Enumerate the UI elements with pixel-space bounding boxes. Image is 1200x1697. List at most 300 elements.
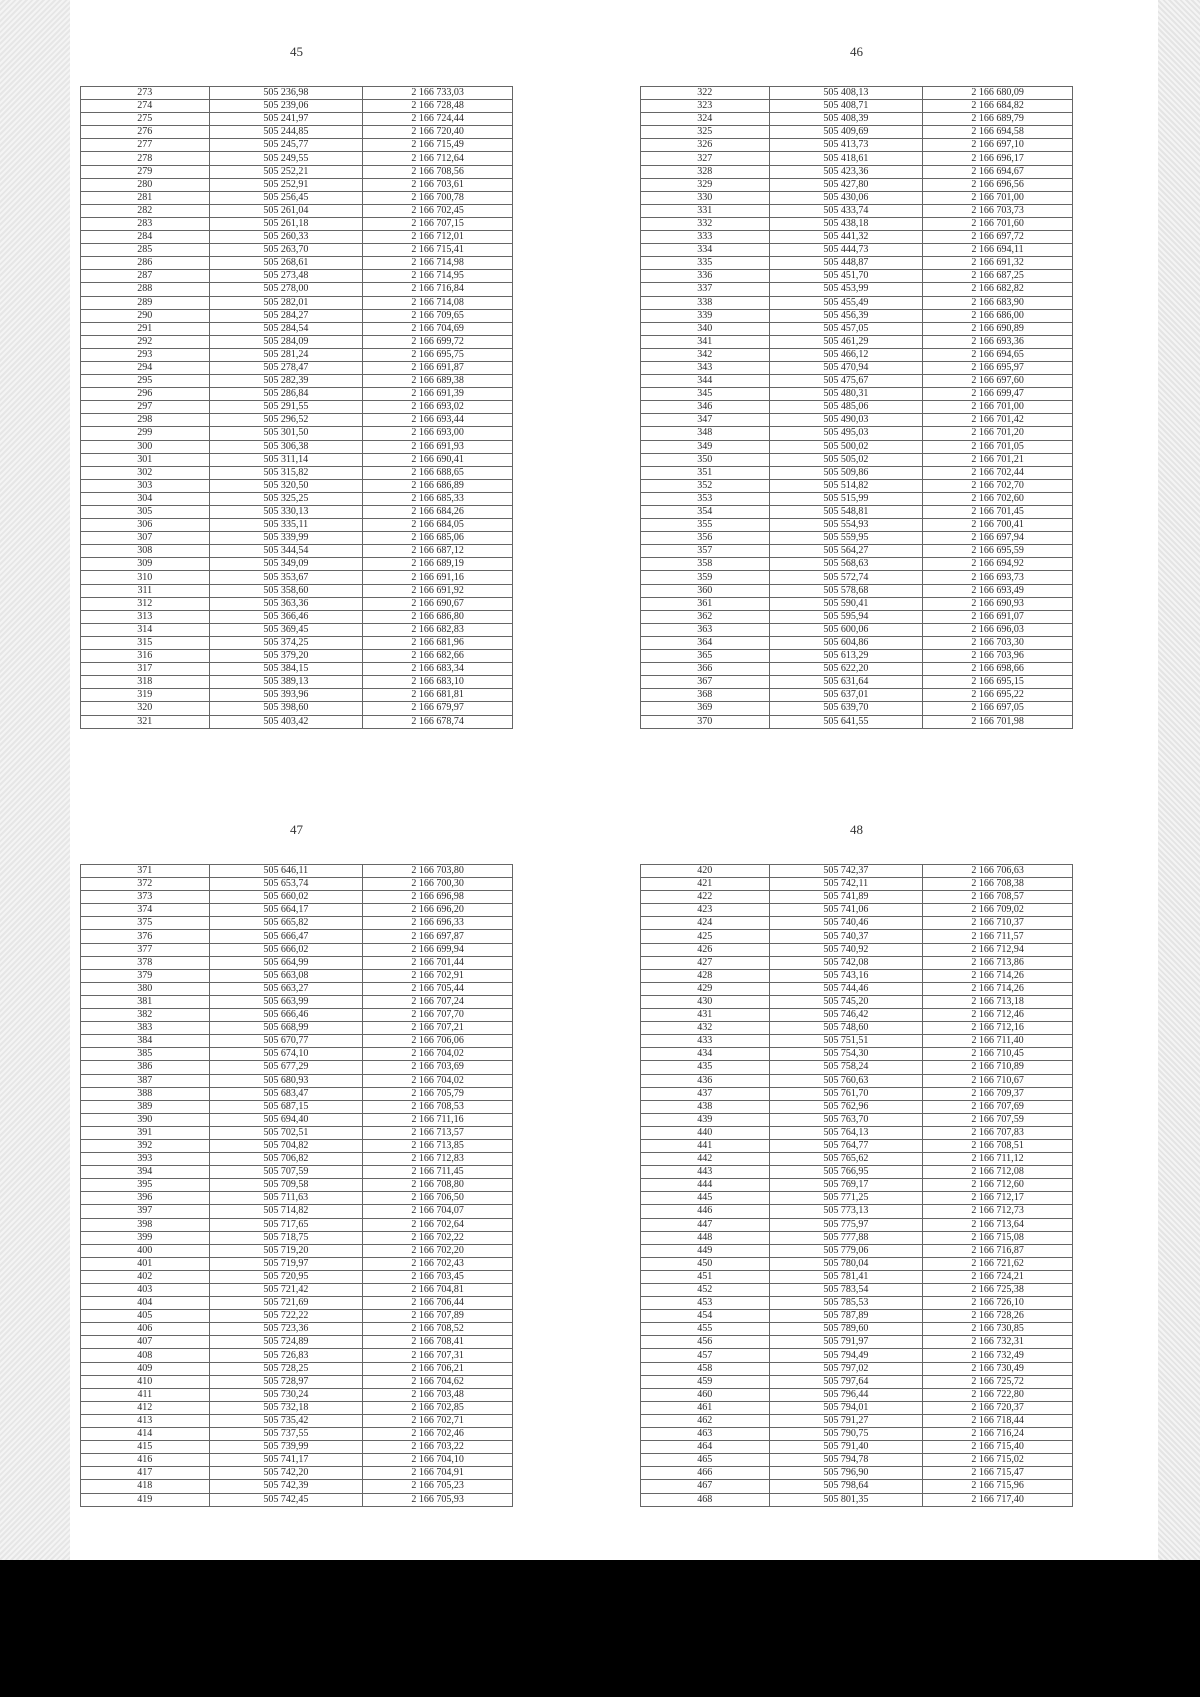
y-coordinate-cell: 2 166 714,26 [923, 982, 1073, 995]
y-coordinate-cell: 2 166 708,38 [923, 878, 1073, 891]
x-coordinate-cell: 505 761,70 [769, 1087, 923, 1100]
point-number-cell: 410 [81, 1375, 210, 1388]
y-coordinate-cell: 2 166 690,67 [363, 597, 513, 610]
table-row [641, 943, 1073, 956]
x-coordinate-cell: 505 660,02 [209, 891, 363, 904]
x-coordinate-cell: 505 430,06 [769, 191, 923, 204]
table-row [641, 1441, 1073, 1454]
y-coordinate-cell: 2 166 697,94 [923, 532, 1073, 545]
table-row [81, 1323, 513, 1336]
table-row [81, 1362, 513, 1375]
point-number-cell: 428 [641, 969, 770, 982]
point-number-cell: 352 [641, 479, 770, 492]
y-coordinate-cell: 2 166 681,81 [363, 689, 513, 702]
y-coordinate-cell: 2 166 715,41 [363, 244, 513, 257]
x-coordinate-cell: 505 241,97 [209, 113, 363, 126]
x-coordinate-cell: 505 509,86 [769, 466, 923, 479]
x-coordinate-cell: 505 663,27 [209, 982, 363, 995]
y-coordinate-cell: 2 166 702,64 [363, 1218, 513, 1231]
table-row [81, 375, 513, 388]
y-coordinate-cell: 2 166 696,33 [363, 917, 513, 930]
table-row [81, 982, 513, 995]
x-coordinate-cell: 505 245,77 [209, 139, 363, 152]
point-number-cell: 320 [81, 702, 210, 715]
y-coordinate-cell: 2 166 697,05 [923, 702, 1073, 715]
y-coordinate-cell: 2 166 686,80 [363, 610, 513, 623]
y-coordinate-cell: 2 166 701,21 [923, 453, 1073, 466]
table-row [81, 361, 513, 374]
x-coordinate-cell: 505 631,64 [769, 676, 923, 689]
table-row [81, 1192, 513, 1205]
y-coordinate-cell: 2 166 708,41 [363, 1336, 513, 1349]
x-coordinate-cell: 505 366,46 [209, 610, 363, 623]
point-number-cell: 292 [81, 335, 210, 348]
y-coordinate-cell: 2 166 710,37 [923, 917, 1073, 930]
y-coordinate-cell: 2 166 708,51 [923, 1139, 1073, 1152]
point-number-cell: 285 [81, 244, 210, 257]
y-coordinate-cell: 2 166 709,37 [923, 1087, 1073, 1100]
x-coordinate-cell: 505 252,21 [209, 165, 363, 178]
x-coordinate-cell: 505 740,92 [769, 943, 923, 956]
x-coordinate-cell: 505 515,99 [769, 492, 923, 505]
y-coordinate-cell: 2 166 703,22 [363, 1441, 513, 1454]
y-coordinate-cell: 2 166 687,25 [923, 270, 1073, 283]
table-row [81, 610, 513, 623]
x-coordinate-cell: 505 315,82 [209, 466, 363, 479]
point-number-cell: 371 [81, 865, 210, 878]
y-coordinate-cell: 2 166 683,34 [363, 663, 513, 676]
x-coordinate-cell: 505 740,37 [769, 930, 923, 943]
y-coordinate-cell: 2 166 694,65 [923, 348, 1073, 361]
point-number-cell: 456 [641, 1336, 770, 1349]
y-coordinate-cell: 2 166 703,48 [363, 1388, 513, 1401]
point-number-cell: 355 [641, 519, 770, 532]
table-row [641, 100, 1073, 113]
table-row [81, 1100, 513, 1113]
y-coordinate-cell: 2 166 716,24 [923, 1428, 1073, 1441]
table-row [81, 244, 513, 257]
y-coordinate-cell: 2 166 682,66 [363, 650, 513, 663]
page-number: 48 [850, 822, 863, 837]
point-number-cell: 302 [81, 466, 210, 479]
point-number-cell: 341 [641, 335, 770, 348]
point-number-cell: 294 [81, 361, 210, 374]
x-coordinate-cell: 505 564,27 [769, 545, 923, 558]
point-number-cell: 318 [81, 676, 210, 689]
point-number-cell: 445 [641, 1192, 770, 1205]
x-coordinate-cell: 505 664,99 [209, 956, 363, 969]
table-row [641, 152, 1073, 165]
x-coordinate-cell: 505 408,71 [769, 100, 923, 113]
y-coordinate-cell: 2 166 707,31 [363, 1349, 513, 1362]
point-number-cell: 382 [81, 1009, 210, 1022]
x-coordinate-cell: 505 742,39 [209, 1480, 363, 1493]
y-coordinate-cell: 2 166 709,02 [923, 904, 1073, 917]
table-row [641, 1414, 1073, 1427]
point-number-cell: 459 [641, 1375, 770, 1388]
x-coordinate-cell: 505 311,14 [209, 453, 363, 466]
y-coordinate-cell: 2 166 716,84 [363, 283, 513, 296]
table-row [641, 466, 1073, 479]
y-coordinate-cell: 2 166 681,96 [363, 636, 513, 649]
table-row [641, 244, 1073, 257]
y-coordinate-cell: 2 166 702,85 [363, 1401, 513, 1414]
y-coordinate-cell: 2 166 711,45 [363, 1166, 513, 1179]
table-row [81, 1166, 513, 1179]
point-number-cell: 361 [641, 597, 770, 610]
point-number-cell: 455 [641, 1323, 770, 1336]
x-coordinate-cell: 505 721,69 [209, 1297, 363, 1310]
x-coordinate-cell: 505 773,13 [769, 1205, 923, 1218]
y-coordinate-cell: 2 166 687,12 [363, 545, 513, 558]
table-row [641, 1336, 1073, 1349]
table-row [81, 636, 513, 649]
x-coordinate-cell: 505 653,74 [209, 878, 363, 891]
x-coordinate-cell: 505 794,01 [769, 1401, 923, 1414]
table-row [641, 982, 1073, 995]
x-coordinate-cell: 505 423,36 [769, 165, 923, 178]
x-coordinate-cell: 505 741,06 [769, 904, 923, 917]
point-number-cell: 311 [81, 584, 210, 597]
table-row [641, 1166, 1073, 1179]
x-coordinate-cell: 505 801,35 [769, 1493, 923, 1506]
point-number-cell: 307 [81, 532, 210, 545]
y-coordinate-cell: 2 166 710,89 [923, 1061, 1073, 1074]
table-row [81, 453, 513, 466]
point-number-cell: 357 [641, 545, 770, 558]
x-coordinate-cell: 505 256,45 [209, 191, 363, 204]
table-row [81, 545, 513, 558]
y-coordinate-cell: 2 166 714,08 [363, 296, 513, 309]
x-coordinate-cell: 505 758,24 [769, 1061, 923, 1074]
table-row [81, 283, 513, 296]
table-row [641, 492, 1073, 505]
point-number-cell: 331 [641, 204, 770, 217]
point-number-cell: 276 [81, 126, 210, 139]
y-coordinate-cell: 2 166 697,87 [363, 930, 513, 943]
table-row [641, 702, 1073, 715]
x-coordinate-cell: 505 306,38 [209, 440, 363, 453]
y-coordinate-cell: 2 166 695,97 [923, 361, 1073, 374]
coordinates-table [80, 86, 513, 729]
point-number-cell: 284 [81, 231, 210, 244]
y-coordinate-cell: 2 166 709,65 [363, 309, 513, 322]
x-coordinate-cell: 505 236,98 [209, 87, 363, 100]
y-coordinate-cell: 2 166 684,26 [363, 506, 513, 519]
x-coordinate-cell: 505 742,37 [769, 865, 923, 878]
y-coordinate-cell: 2 166 713,64 [923, 1218, 1073, 1231]
table-row [81, 335, 513, 348]
point-number-cell: 427 [641, 956, 770, 969]
point-number-cell: 444 [641, 1179, 770, 1192]
table-row [641, 440, 1073, 453]
y-coordinate-cell: 2 166 704,81 [363, 1284, 513, 1297]
y-coordinate-cell: 2 166 705,23 [363, 1480, 513, 1493]
y-coordinate-cell: 2 166 700,78 [363, 191, 513, 204]
point-number-cell: 291 [81, 322, 210, 335]
table-row [81, 257, 513, 270]
y-coordinate-cell: 2 166 679,97 [363, 702, 513, 715]
point-number-cell: 413 [81, 1414, 210, 1427]
x-coordinate-cell: 505 706,82 [209, 1153, 363, 1166]
y-coordinate-cell: 2 166 690,41 [363, 453, 513, 466]
table-row [81, 309, 513, 322]
point-number-cell: 310 [81, 571, 210, 584]
point-number-cell: 460 [641, 1388, 770, 1401]
table-row [81, 623, 513, 636]
y-coordinate-cell: 2 166 704,91 [363, 1467, 513, 1480]
y-coordinate-cell: 2 166 691,93 [363, 440, 513, 453]
y-coordinate-cell: 2 166 704,07 [363, 1205, 513, 1218]
point-number-cell: 448 [641, 1231, 770, 1244]
point-number-cell: 374 [81, 904, 210, 917]
x-coordinate-cell: 505 718,75 [209, 1231, 363, 1244]
point-number-cell: 384 [81, 1035, 210, 1048]
table-row [81, 479, 513, 492]
y-coordinate-cell: 2 166 701,45 [923, 506, 1073, 519]
table-row [81, 1349, 513, 1362]
point-number-cell: 400 [81, 1244, 210, 1257]
x-coordinate-cell: 505 505,02 [769, 453, 923, 466]
x-coordinate-cell: 505 781,41 [769, 1270, 923, 1283]
point-number-cell: 443 [641, 1166, 770, 1179]
y-coordinate-cell: 2 166 702,22 [363, 1231, 513, 1244]
point-number-cell: 390 [81, 1113, 210, 1126]
y-coordinate-cell: 2 166 703,80 [363, 865, 513, 878]
y-coordinate-cell: 2 166 718,44 [923, 1414, 1073, 1427]
table-row [81, 100, 513, 113]
table-row [81, 348, 513, 361]
point-number-cell: 342 [641, 348, 770, 361]
table-row [641, 1284, 1073, 1297]
y-coordinate-cell: 2 166 717,40 [923, 1493, 1073, 1506]
y-coordinate-cell: 2 166 725,38 [923, 1284, 1073, 1297]
y-coordinate-cell: 2 166 710,67 [923, 1074, 1073, 1087]
y-coordinate-cell: 2 166 691,87 [363, 361, 513, 374]
table-row [641, 361, 1073, 374]
x-coordinate-cell: 505 466,12 [769, 348, 923, 361]
table-row [641, 1231, 1073, 1244]
x-coordinate-cell: 505 763,70 [769, 1113, 923, 1126]
point-number-cell: 329 [641, 178, 770, 191]
table-row [81, 113, 513, 126]
x-coordinate-cell: 505 480,31 [769, 388, 923, 401]
x-coordinate-cell: 505 604,86 [769, 636, 923, 649]
y-coordinate-cell: 2 166 715,40 [923, 1441, 1073, 1454]
table-row [641, 878, 1073, 891]
x-coordinate-cell: 505 683,47 [209, 1087, 363, 1100]
x-coordinate-cell: 505 664,17 [209, 904, 363, 917]
y-coordinate-cell: 2 166 712,01 [363, 231, 513, 244]
x-coordinate-cell: 505 461,29 [769, 335, 923, 348]
x-coordinate-cell: 505 325,25 [209, 492, 363, 505]
y-coordinate-cell: 2 166 694,58 [923, 126, 1073, 139]
table-row [81, 1009, 513, 1022]
point-number-cell: 323 [641, 100, 770, 113]
y-coordinate-cell: 2 166 714,26 [923, 969, 1073, 982]
y-coordinate-cell: 2 166 716,87 [923, 1244, 1073, 1257]
x-coordinate-cell: 505 282,39 [209, 375, 363, 388]
y-coordinate-cell: 2 166 702,71 [363, 1414, 513, 1427]
y-coordinate-cell: 2 166 693,49 [923, 584, 1073, 597]
point-number-cell: 280 [81, 178, 210, 191]
x-coordinate-cell: 505 719,97 [209, 1257, 363, 1270]
table-row [81, 689, 513, 702]
x-coordinate-cell: 505 742,20 [209, 1467, 363, 1480]
point-number-cell: 317 [81, 663, 210, 676]
x-coordinate-cell: 505 500,02 [769, 440, 923, 453]
point-number-cell: 430 [641, 995, 770, 1008]
point-number-cell: 464 [641, 1441, 770, 1454]
y-coordinate-cell: 2 166 712,08 [923, 1166, 1073, 1179]
table-row [641, 1100, 1073, 1113]
point-number-cell: 450 [641, 1257, 770, 1270]
x-coordinate-cell: 505 760,63 [769, 1074, 923, 1087]
x-coordinate-cell: 505 296,52 [209, 414, 363, 427]
point-number-cell: 375 [81, 917, 210, 930]
point-number-cell: 387 [81, 1074, 210, 1087]
x-coordinate-cell: 505 790,75 [769, 1428, 923, 1441]
table-row [81, 388, 513, 401]
point-number-cell: 424 [641, 917, 770, 930]
y-coordinate-cell: 2 166 708,57 [923, 891, 1073, 904]
scan-bottom-black-bar [0, 1560, 1200, 1697]
x-coordinate-cell: 505 717,65 [209, 1218, 363, 1231]
x-coordinate-cell: 505 438,18 [769, 217, 923, 230]
table-row [641, 1192, 1073, 1205]
x-coordinate-cell: 505 728,97 [209, 1375, 363, 1388]
y-coordinate-cell: 2 166 706,44 [363, 1297, 513, 1310]
point-number-cell: 422 [641, 891, 770, 904]
table-row [81, 930, 513, 943]
x-coordinate-cell: 505 663,08 [209, 969, 363, 982]
y-coordinate-cell: 2 166 703,61 [363, 178, 513, 191]
table-row [81, 401, 513, 414]
y-coordinate-cell: 2 166 707,89 [363, 1310, 513, 1323]
point-number-cell: 358 [641, 558, 770, 571]
table-row [81, 322, 513, 335]
table-row [641, 1401, 1073, 1414]
point-number-cell: 388 [81, 1087, 210, 1100]
x-coordinate-cell: 505 764,77 [769, 1139, 923, 1152]
table-row [81, 532, 513, 545]
y-coordinate-cell: 2 166 702,20 [363, 1244, 513, 1257]
y-coordinate-cell: 2 166 702,91 [363, 969, 513, 982]
point-number-cell: 368 [641, 689, 770, 702]
x-coordinate-cell: 505 590,41 [769, 597, 923, 610]
y-coordinate-cell: 2 166 702,70 [923, 479, 1073, 492]
table-row [81, 650, 513, 663]
x-coordinate-cell: 505 358,60 [209, 584, 363, 597]
table-row [641, 1270, 1073, 1283]
y-coordinate-cell: 2 166 715,96 [923, 1480, 1073, 1493]
table-row [81, 506, 513, 519]
y-coordinate-cell: 2 166 708,53 [363, 1100, 513, 1113]
point-number-cell: 383 [81, 1022, 210, 1035]
point-number-cell: 293 [81, 348, 210, 361]
x-coordinate-cell: 505 789,60 [769, 1323, 923, 1336]
point-number-cell: 346 [641, 401, 770, 414]
table-row [81, 152, 513, 165]
point-number-cell: 405 [81, 1310, 210, 1323]
y-coordinate-cell: 2 166 680,09 [923, 87, 1073, 100]
table-row [641, 506, 1073, 519]
point-number-cell: 300 [81, 440, 210, 453]
y-coordinate-cell: 2 166 715,49 [363, 139, 513, 152]
table-row [641, 427, 1073, 440]
point-number-cell: 367 [641, 676, 770, 689]
y-coordinate-cell: 2 166 733,03 [363, 87, 513, 100]
x-coordinate-cell: 505 787,89 [769, 1310, 923, 1323]
x-coordinate-cell: 505 730,24 [209, 1388, 363, 1401]
table-row [641, 139, 1073, 152]
y-coordinate-cell: 2 166 688,65 [363, 466, 513, 479]
point-number-cell: 433 [641, 1035, 770, 1048]
x-coordinate-cell: 505 783,54 [769, 1284, 923, 1297]
x-coordinate-cell: 505 742,11 [769, 878, 923, 891]
y-coordinate-cell: 2 166 695,59 [923, 545, 1073, 558]
x-coordinate-cell: 505 704,82 [209, 1139, 363, 1152]
y-coordinate-cell: 2 166 711,12 [923, 1153, 1073, 1166]
table-row [81, 917, 513, 930]
y-coordinate-cell: 2 166 721,62 [923, 1257, 1073, 1270]
point-number-cell: 335 [641, 257, 770, 270]
x-coordinate-cell: 505 363,36 [209, 597, 363, 610]
y-coordinate-cell: 2 166 691,32 [923, 257, 1073, 270]
y-coordinate-cell: 2 166 703,96 [923, 650, 1073, 663]
x-coordinate-cell: 505 721,42 [209, 1284, 363, 1297]
point-number-cell: 378 [81, 956, 210, 969]
y-coordinate-cell: 2 166 712,83 [363, 1153, 513, 1166]
point-number-cell: 327 [641, 152, 770, 165]
y-coordinate-cell: 2 166 728,26 [923, 1310, 1073, 1323]
x-coordinate-cell: 505 455,49 [769, 296, 923, 309]
x-coordinate-cell: 505 740,46 [769, 917, 923, 930]
y-coordinate-cell: 2 166 704,02 [363, 1074, 513, 1087]
table-row [81, 519, 513, 532]
y-coordinate-cell: 2 166 702,44 [923, 466, 1073, 479]
x-coordinate-cell: 505 444,73 [769, 244, 923, 257]
table-row [81, 1375, 513, 1388]
y-coordinate-cell: 2 166 685,33 [363, 492, 513, 505]
table-row [641, 479, 1073, 492]
x-coordinate-cell: 505 709,58 [209, 1179, 363, 1192]
x-coordinate-cell: 505 600,06 [769, 623, 923, 636]
table-row [81, 1126, 513, 1139]
y-coordinate-cell: 2 166 704,69 [363, 322, 513, 335]
y-coordinate-cell: 2 166 711,40 [923, 1035, 1073, 1048]
table-row [641, 1428, 1073, 1441]
x-coordinate-cell: 505 335,11 [209, 519, 363, 532]
y-coordinate-cell: 2 166 725,72 [923, 1375, 1073, 1388]
x-coordinate-cell: 505 291,55 [209, 401, 363, 414]
table-row [641, 1297, 1073, 1310]
y-coordinate-cell: 2 166 726,10 [923, 1297, 1073, 1310]
point-number-cell: 457 [641, 1349, 770, 1362]
point-number-cell: 353 [641, 492, 770, 505]
x-coordinate-cell: 505 278,47 [209, 361, 363, 374]
table-row [641, 904, 1073, 917]
x-coordinate-cell: 505 320,50 [209, 479, 363, 492]
x-coordinate-cell: 505 374,25 [209, 636, 363, 649]
table-row [81, 1401, 513, 1414]
y-coordinate-cell: 2 166 695,22 [923, 689, 1073, 702]
point-number-cell: 418 [81, 1480, 210, 1493]
table-row [641, 1310, 1073, 1323]
y-coordinate-cell: 2 166 713,85 [363, 1139, 513, 1152]
point-number-cell: 343 [641, 361, 770, 374]
table-row [81, 878, 513, 891]
